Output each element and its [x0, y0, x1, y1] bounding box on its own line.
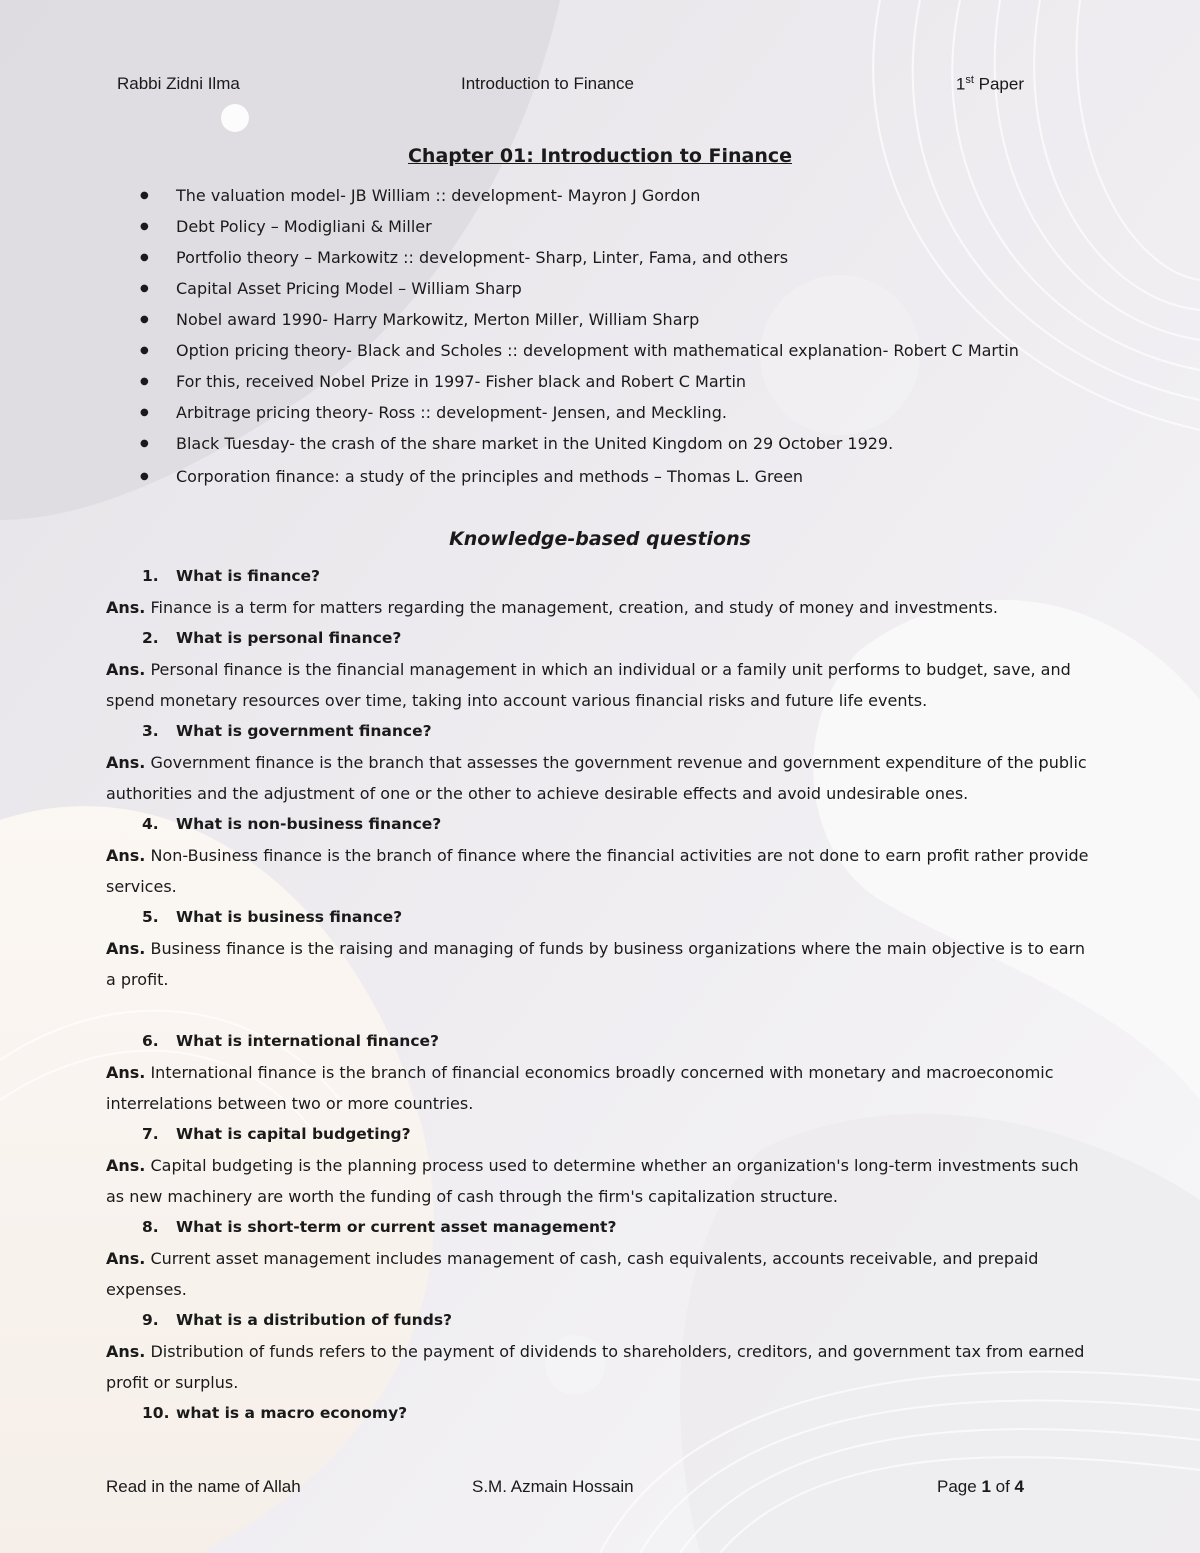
- question-text: What is personal finance?: [176, 629, 402, 647]
- question-number: 5.: [142, 908, 159, 926]
- question-number: 4.: [142, 815, 159, 833]
- question-text: What is business finance?: [176, 908, 403, 926]
- question-number: 10.: [142, 1404, 170, 1422]
- current-page: 1: [981, 1477, 991, 1496]
- of-word: of: [990, 1477, 1015, 1496]
- question: [106, 1119, 1096, 1150]
- answer: [106, 1336, 1096, 1398]
- answer-text: Non-Business finance is the branch of finance where the financial activities are not done to earn profit rather provide services.: [106, 846, 1089, 896]
- bullet-item: ● Portfolio theory – Markowitz :: development- Sharp, Linter, Fama, and others: [140, 242, 1060, 273]
- answer: [106, 840, 1096, 902]
- chapter-title: Chapter 01: Introduction to Finance: [407, 145, 793, 167]
- question: [106, 1212, 1096, 1243]
- header-paper-number: 1: [955, 74, 966, 94]
- question: [106, 561, 1096, 592]
- answer: [106, 1150, 1096, 1212]
- page-word: Page: [937, 1477, 982, 1496]
- question-text: What is non-business finance?: [176, 815, 442, 833]
- bullet-item: ● Option pricing theory- Black and Scholes :: development with mathematical explanation- Robert C Martin: [140, 335, 1060, 366]
- header-paper-ordinal: st: [965, 74, 974, 86]
- question-number: 7.: [142, 1125, 159, 1143]
- answer-label: Ans.: [106, 1249, 146, 1268]
- answer: [106, 1243, 1096, 1305]
- answer-label: Ans.: [106, 939, 146, 958]
- answer-label: Ans.: [106, 598, 146, 617]
- answer-text: Distribution of funds refers to the payment of dividends to shareholders, creditors, and government tax from earned profit or surplus.: [106, 1342, 1085, 1392]
- question-number: 6.: [142, 1032, 159, 1050]
- page-number: [937, 1477, 1024, 1497]
- answer-label: Ans.: [106, 1156, 146, 1175]
- question-number: 1.: [142, 567, 159, 585]
- footer-dedication: Read in the name of Allah: [106, 1477, 301, 1496]
- answer-text: Government finance is the branch that assesses the government revenue and government expenditure of the public authorities and the adjustment of one or the other to achieve desirable effects and avoid undesirable ones.: [106, 753, 1087, 803]
- total-pages: 4: [1014, 1477, 1024, 1496]
- question: [106, 902, 1096, 933]
- answer-label: Ans.: [106, 846, 146, 865]
- question-text: What is international finance?: [176, 1032, 440, 1050]
- answer-text: Finance is a term for matters regarding the management, creation, and study of money and investments.: [145, 598, 998, 617]
- answer: [106, 1057, 1096, 1119]
- answer-label: Ans.: [106, 1342, 146, 1361]
- blank-line: [106, 995, 1096, 1026]
- answer-label: Ans.: [106, 1063, 146, 1082]
- question-text: What is a distribution of funds?: [176, 1311, 453, 1329]
- question: [106, 809, 1096, 840]
- bullet-item: ● Corporation finance: a study of the principles and methods – Thomas L. Green: [140, 460, 1060, 494]
- bullet-item: ● Nobel award 1990- Harry Markowitz, Merton Miller, William Sharp: [140, 304, 1060, 335]
- answer-text: Current asset management includes management of cash, cash equivalents, accounts receivable, and prepaid expenses.: [106, 1249, 1039, 1299]
- question-text: What is capital budgeting?: [176, 1125, 411, 1143]
- question: [106, 1398, 1096, 1429]
- question-number: 3.: [142, 722, 159, 740]
- page-footer: [106, 1477, 1024, 1501]
- answer: [106, 654, 1096, 716]
- header-course: Introduction to Finance: [461, 74, 634, 93]
- header-paper-word: Paper: [973, 74, 1024, 94]
- bullet-item: ● Debt Policy – Modigliani & Miller: [140, 211, 1060, 242]
- question: [106, 623, 1096, 654]
- question-text: what is a macro economy?: [176, 1404, 408, 1422]
- answer: [106, 592, 1096, 623]
- page-header: [117, 74, 1024, 98]
- question: [106, 1026, 1096, 1057]
- section-title: Knowledge-based questions: [449, 528, 751, 550]
- qa-list: [106, 561, 1096, 1429]
- answer: [106, 933, 1096, 995]
- question-number: 9.: [142, 1311, 159, 1329]
- question-number: 2.: [142, 629, 159, 647]
- bullet-item: ● Capital Asset Pricing Model – William Sharp: [140, 273, 1060, 304]
- answer-label: Ans.: [106, 753, 146, 772]
- bullet-item: ● For this, received Nobel Prize in 1997- Fisher black and Robert C Martin: [140, 366, 1060, 397]
- answer: [106, 747, 1096, 809]
- answer-text: Capital budgeting is the planning process used to determine whether an organization's long-term investments such as new machinery are worth the funding of cash through the firm's capitalization structure.: [106, 1156, 1079, 1206]
- bullet-item: ● Arbitrage pricing theory- Ross :: development- Jensen, and Meckling.: [140, 397, 1060, 428]
- header-author: Rabbi Zidni Ilma: [117, 74, 240, 93]
- answer-text: Personal finance is the financial management in which an individual or a family unit performs to budget, save, and spend monetary resources over time, taking into account various financial risks and future life events.: [106, 660, 1071, 710]
- bullet-item: ● Black Tuesday- the crash of the share market in the United Kingdom on 29 October 1929.: [140, 428, 1060, 460]
- answer-label: Ans.: [106, 660, 146, 679]
- header-paper: [956, 74, 1024, 95]
- question: [106, 1305, 1096, 1336]
- question-number: 8.: [142, 1218, 159, 1236]
- bullet-list: [140, 180, 1060, 494]
- question: [106, 716, 1096, 747]
- question-text: What is finance?: [176, 567, 321, 585]
- bullet-item: ● The valuation model- JB William :: development- Mayron J Gordon: [140, 180, 1060, 211]
- answer-text: International finance is the branch of financial economics broadly concerned with monetary and macroeconomic interrelations between two or more countries.: [106, 1063, 1054, 1113]
- question-text: What is short-term or current asset management?: [176, 1218, 617, 1236]
- question-text: What is government finance?: [176, 722, 432, 740]
- answer-text: Business finance is the raising and managing of funds by business organizations where the main objective is to earn a profit.: [106, 939, 1086, 989]
- footer-author: S.M. Azmain Hossain: [472, 1477, 634, 1496]
